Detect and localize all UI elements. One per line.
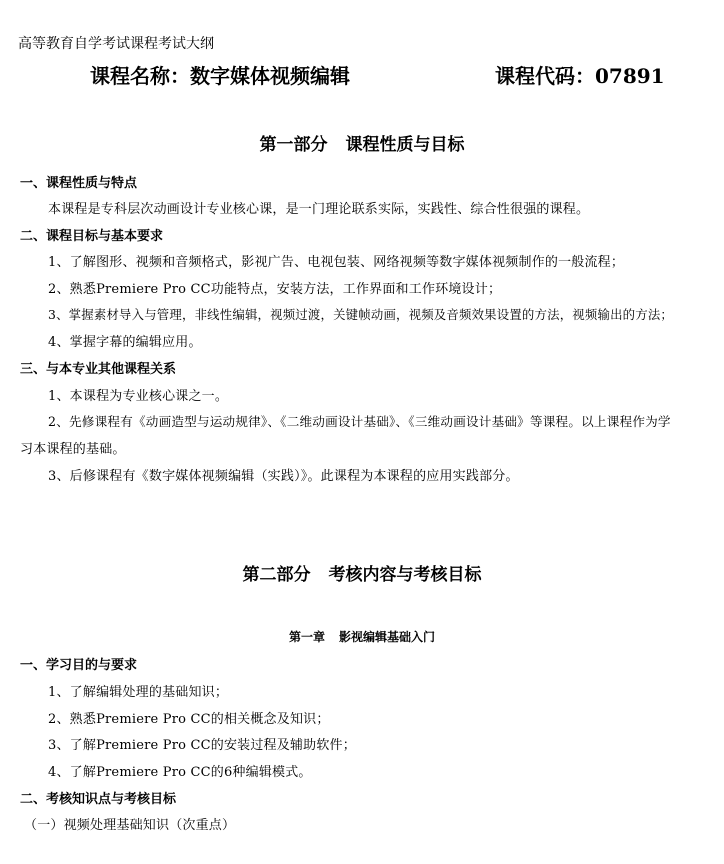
- part1-title-text: 课程性质与目标: [345, 135, 465, 155]
- sub-heading: （一）视频处理基础知识（次重点）: [24, 818, 236, 833]
- list-item: 3、后修课程有《数字媒体视频编辑（实践）》。此课程为本课程的应用实践部分。: [48, 469, 519, 484]
- list-item: 1、了解编辑处理的基础知识；: [48, 685, 229, 700]
- paragraph: 本课程是专科层次动画设计专业核心课，是一门理论联系实际，实践性、综合性很强的课程。: [48, 202, 590, 217]
- part1-title: [0, 130, 724, 155]
- list-item-continuation: 习本课程的基础。: [20, 442, 126, 457]
- list-item: 1、了解图形、视频和音频格式，影视广告、电视包装、网络视频等数字媒体视频制作的一般流程；: [48, 255, 625, 270]
- list-item: 3、了解Premiere Pro CC的安装过程及辅助软件；: [48, 738, 356, 753]
- list-item: 4、了解Premiere Pro CC的6种编辑模式。: [48, 765, 312, 780]
- section-heading: 一、学习目的与要求: [20, 658, 138, 673]
- course-name: 课程名称：数字媒体视频编辑: [90, 64, 350, 88]
- section-heading: 一、课程性质与特点: [20, 176, 138, 191]
- chapter1-title-text: 影视编辑基础入门: [339, 630, 436, 644]
- section-heading: 二、考核知识点与考核目标: [20, 792, 177, 807]
- list-item: 2、熟悉Premiere Pro CC的相关概念及知识；: [48, 712, 330, 727]
- list-item: 3、掌握素材导入与管理，非线性编辑，视频过渡，关键帧动画，视频及音频效果设置的方法，视频输出的方法；: [48, 307, 674, 322]
- list-item: 2、熟悉Premiere Pro CC功能特点，安装方法，工作界面和工作环境设计；: [48, 282, 502, 297]
- list-item: 2、先修课程有《动画造型与运动规律》、《二维动画设计基础》、《三维动画设计基础》等课程。以上课程作为学: [48, 414, 671, 429]
- part1-title-number: 第一部分: [259, 135, 328, 155]
- document-label: 高等教育自学考试课程考试大纲: [18, 36, 214, 52]
- list-item: 1、本课程为专业核心课之一。: [48, 389, 229, 404]
- part2-title: [0, 560, 724, 585]
- part2-title-number: 第二部分: [242, 565, 311, 585]
- list-item: 4、掌握字幕的编辑应用。: [48, 335, 202, 350]
- section-heading: 二、课程目标与基本要求: [20, 229, 164, 244]
- part2-title-text: 考核内容与考核目标: [328, 565, 482, 585]
- course-code: 课程代码：07891: [495, 64, 665, 88]
- chapter1-title-number: 第一章: [288, 630, 325, 644]
- section-heading: 三、与本专业其他课程关系: [20, 362, 177, 377]
- chapter1-title: [0, 628, 724, 645]
